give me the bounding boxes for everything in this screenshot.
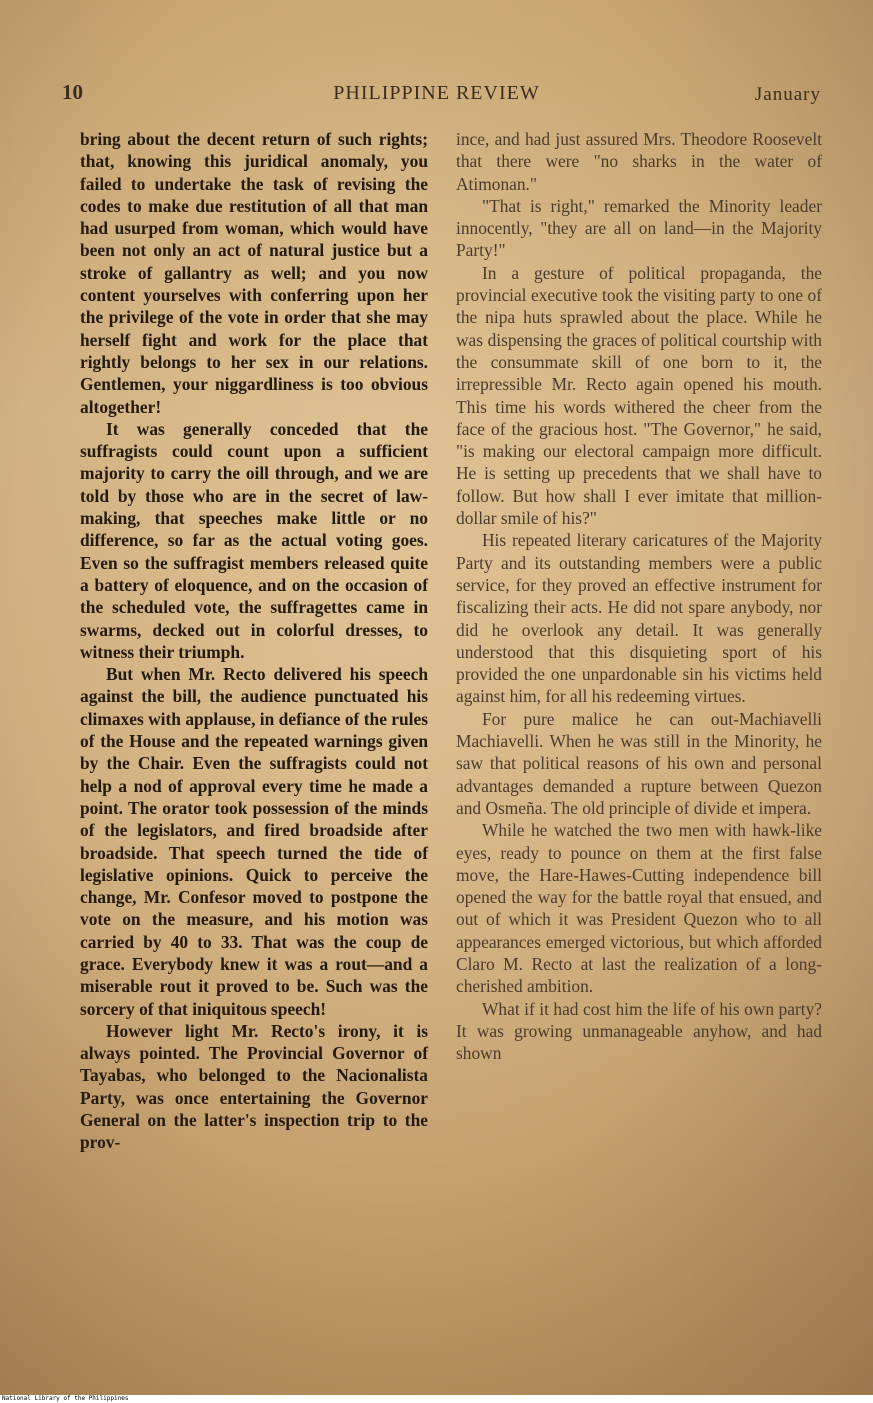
- page-header: [0, 80, 873, 112]
- paragraph: What if it had cost him the life of his own party? It was growing unmanageable anyhow, and had shown: [456, 998, 822, 1064]
- right-column: [456, 128, 822, 1064]
- paragraph: In a gesture of political propaganda, the provincial executive took the visiting party to one of the nipa huts sprawled about the place. While he was dispensing the graces of political courtship with the consummate skill of one born to it, the irrepressible Mr. Recto again opened his mouth. This time his words withered the cheer from the face of the gracious host. "The Governor," he said, "is making our electoral campaign more difficult. He is setting up precedents that we shall have to follow. But how shall I ever imitate that million-dollar smile of his?": [456, 262, 822, 529]
- paragraph: bring about the decent return of such rights; that, knowing this juridical anomaly, you failed to undertake the task of revising the codes to make due restitution of all that man had usurped from woman, which would have been not only an act of natural justice but a stroke of gallantry as well; and you now content yourselves with conferring upon her the privilege of the vote in order that she may herself fight and work for the place that rightly belongs to her sex in our relations. Gentlemen, your niggardliness is too obvious altogether!: [80, 129, 428, 417]
- page-number: 10: [62, 80, 83, 104]
- paragraph: "That is right," remarked the Minority leader innocently, "they are all on land—in the Majority Party!": [456, 195, 822, 261]
- paragraph: His repeated literary caricatures of the Majority Party and its outstanding members were a public service, for they proved an effective instrument for fiscalizing their acts. He did not spare anybody, nor did he overlook any detail. It was generally understood that this disquieting sport of his provided the one unpardonable sin his victims held against him, for all his redeeming virtues.: [456, 530, 822, 707]
- publication-title: PHILIPPINE REVIEW: [333, 82, 540, 104]
- paragraph: But when Mr. Recto delivered his speech against the bill, the audience punctuated his climaxes with applause, in defiance of the rules of the House and the repeated warnings given by the Chair. Even the suffragists could not help a nod of approval every time he made a point. The orator took possession of the minds of the legislators, and fired broadside after broadside. That speech turned the tide of legislative opinions. Quick to perceive the change, Mr. Confesor moved to postpone the vote on the measure, and his motion was carried by 40 to 33. That was the coup de grace. Everybody knew it was a rout—and a miserable rout it proved to be. Such was the sorcery of that iniquitous speech!: [80, 664, 428, 1019]
- paragraph: ince, and had just assured Mrs. Theodore Roosevelt that there were "no sharks in the water of Atimonan.": [456, 129, 822, 194]
- left-column: [80, 128, 428, 1154]
- issue-month: January: [754, 84, 821, 105]
- paragraph: For pure malice he can out-Machiavelli Machiavelli. When he was still in the Minority, he saw that political reasons of his own and personal advantages demanded a rupture between Quezon and Osmeña. The old principle of divide et impera.: [456, 708, 822, 818]
- library-credit: National Library of the Philippines: [0, 1395, 873, 1403]
- paragraph: It was generally conceded that the suffragists could count upon a sufficient majority to carry the oill through, and we are told by those who are in the secret of law-making, that speeches make little or no difference, so far as the actual voting goes. Even so the suffragist members released quite a battery of eloquence, and on the occasion of the scheduled vote, the suffragettes came in swarms, decked out in colorful dresses, to witness their triumph.: [80, 418, 428, 662]
- paragraph: While he watched the two men with hawk-like eyes, ready to pounce on them at the first false move, the Hare-Hawes-Cutting independence bill opened the way for the battle royal that ensued, and out of which it was President Quezon who to all appearances emerged victorious, but which afforded Claro M. Recto at last the realization of a long-cherished ambition.: [456, 820, 822, 997]
- paragraph: However light Mr. Recto's irony, it is always pointed. The Provincial Governor of Tayabas, who belonged to the Nacionalista Party, was once entertaining the Governor General on the latter's inspection trip to the prov-: [80, 1020, 428, 1153]
